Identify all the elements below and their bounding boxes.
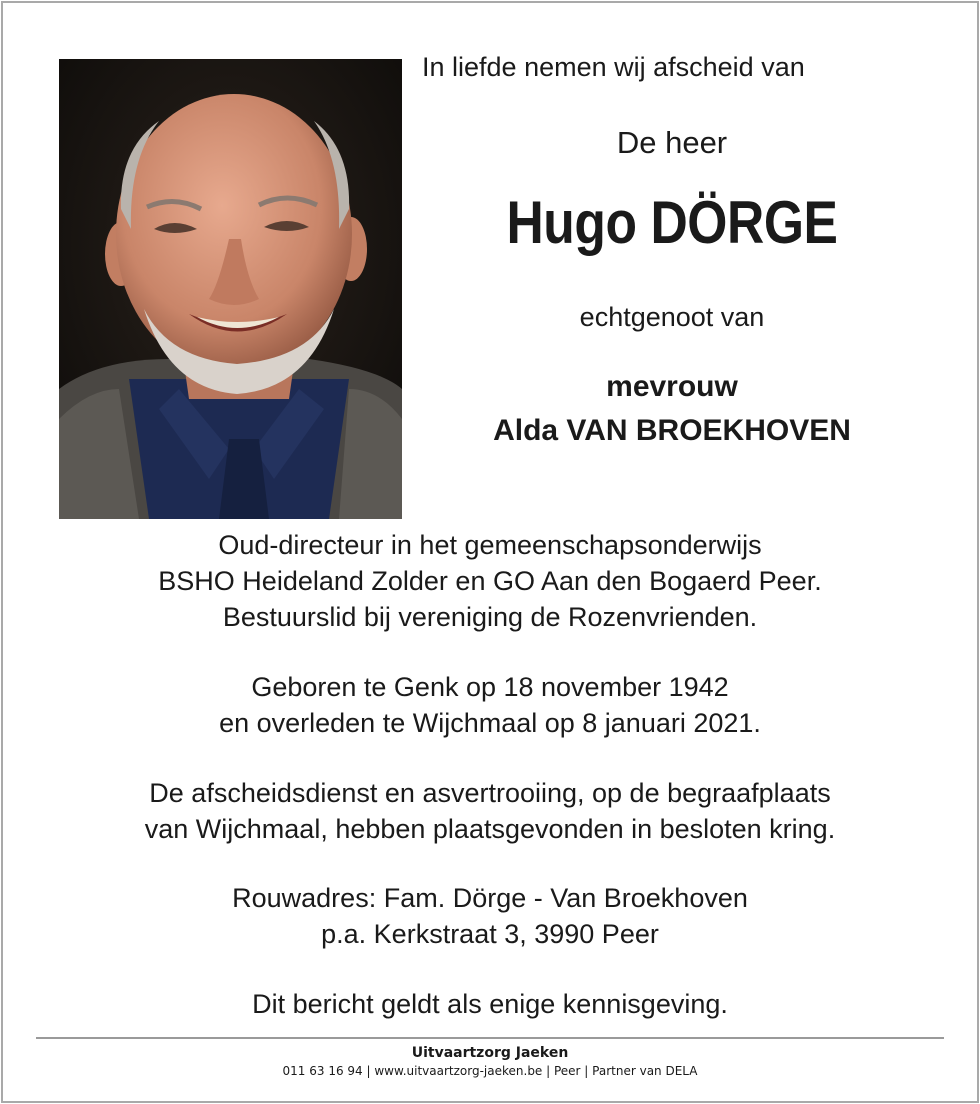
- career-line: BSHO Heideland Zolder en GO Aan den Bogaerd Peer.: [158, 566, 822, 596]
- funeral-home-name: Uitvaartzorg Jaeken: [411, 1045, 569, 1061]
- career-line: Oud-directeur in het gemeenschapsonderwijs: [218, 530, 762, 560]
- dates-line: Geboren te Genk op 18 november 1942: [251, 672, 729, 702]
- closing-line: Dit bericht geldt als enige kennisgeving.: [252, 989, 728, 1019]
- service-line: van Wijchmaal, hebben plaatsgevonden in besloten kring.: [144, 814, 836, 844]
- footer-divider: [36, 1037, 944, 1039]
- relation-text: echtgenoot van: [579, 302, 765, 332]
- dates-line: en overleden te Wijchmaal op 8 januari 2021.: [219, 708, 761, 738]
- service-line: De afscheidsdienst en asvertrooiing, op de begraafplaats: [149, 778, 831, 808]
- career-paragraph: [0, 527, 980, 635]
- honorific: De heer: [616, 125, 728, 160]
- funeral-home-contact: 011 63 16 94 | www.uitvaartzorg-jaeken.be | Peer | Partner van DELA: [282, 1064, 698, 1078]
- spouse-honorific: mevrouw: [606, 370, 738, 403]
- dates-paragraph: [0, 669, 980, 741]
- address-line: Rouwadres: Fam. Dörge - Van Broekhoven: [232, 883, 748, 913]
- address-paragraph: [0, 880, 980, 952]
- address-line: p.a. Kerkstraat 3, 3990 Peer: [321, 919, 659, 949]
- deceased-name: Hugo DÖRGE: [506, 189, 838, 256]
- service-paragraph: [0, 775, 980, 847]
- portrait-photo: [59, 59, 402, 519]
- spouse-name: Alda VAN BROEKHOVEN: [493, 414, 851, 447]
- closing-paragraph: [0, 986, 980, 1022]
- career-line: Bestuurslid bij vereniging de Rozenvrienden.: [222, 602, 758, 632]
- intro-text: In liefde nemen wij afscheid van: [422, 52, 805, 82]
